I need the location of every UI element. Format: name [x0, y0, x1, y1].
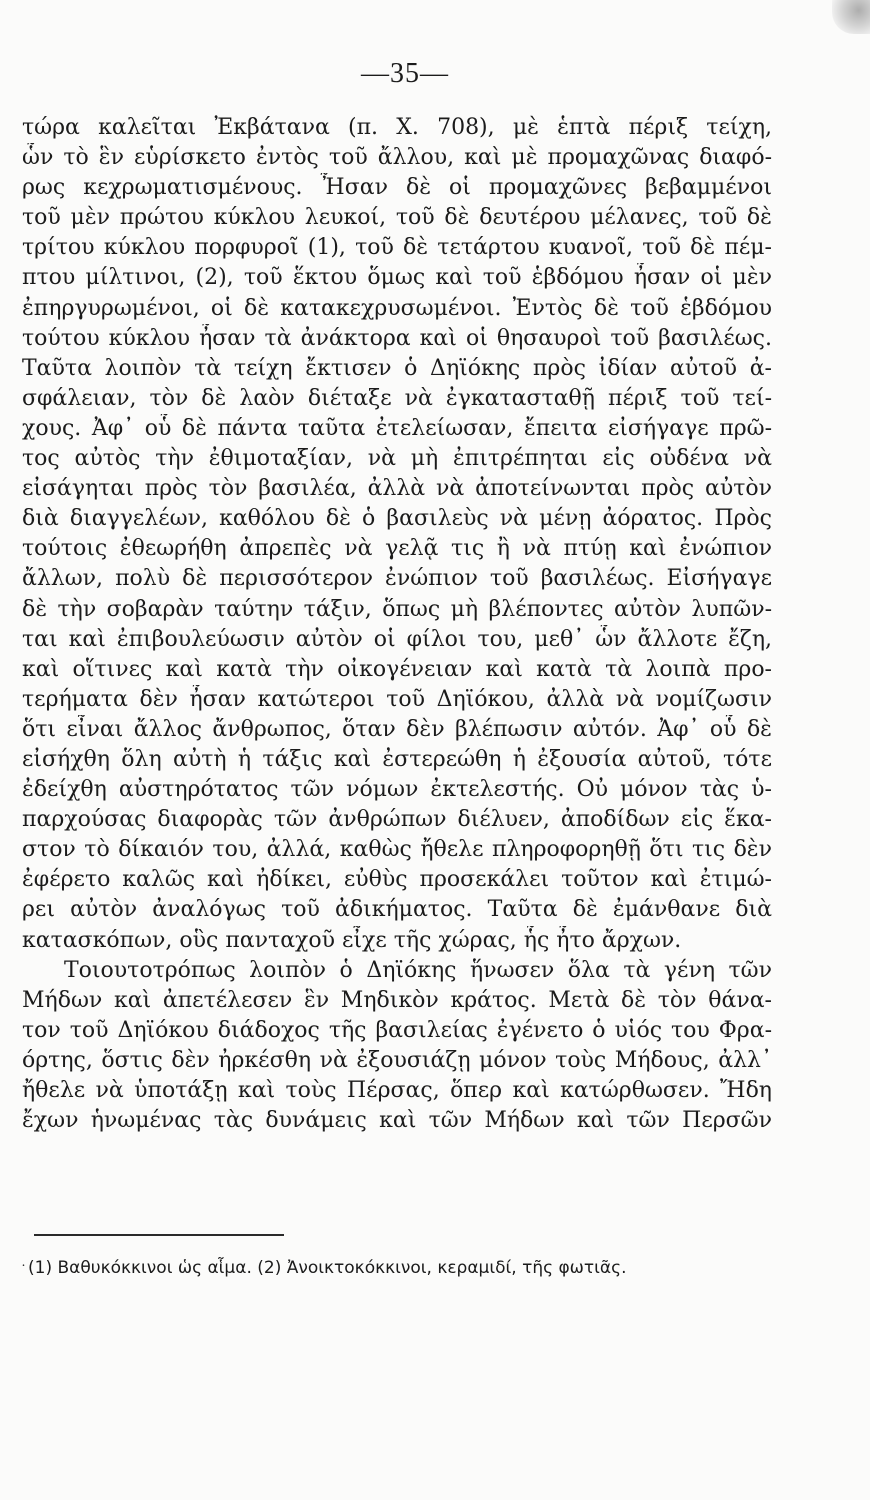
text-line: δὲ τὴν σοβαρὰν ταύτην τάξιν, ὅπως μὴ βλέποντες αὐτὸν λυπῶν-	[22, 596, 772, 622]
text-line: όρτης, ὅστις δὲν ἠρκέσθη νὰ ἐξουσιάζῃ μόνον τοὺς Μήδους, ἀλλ᾽	[22, 1047, 772, 1073]
page-number: —35—	[361, 58, 449, 89]
text-line: τος αὐτὸς τὴν ἐθιμοταξίαν, νὰ μὴ ἐπιτρέπηται εἰς οὐδένα νὰ	[22, 446, 772, 472]
text-line: ἔχων ἡνωμένας τὰς δυνάμεις καὶ τῶν Μήδων καὶ τῶν Περσῶν	[22, 1108, 772, 1134]
text-line: ρει αὐτὸν ἀναλόγως τοῦ ἀδικήματος. Ταῦτα δὲ ἐμάνθανε διὰ	[22, 897, 772, 923]
text-line: καὶ οἵτινες καὶ κατὰ τὴν οἰκογένειαν καὶ κατὰ τὰ λοιπὰ προ-	[22, 656, 772, 682]
text-line: τούτοις ἐθεωρήθη ἀπρεπὲς νὰ γελᾷ τις ἢ νὰ πτύῃ καὶ ἐνώπιον	[22, 536, 772, 562]
text-line: εἰσήχθη ὅλη αὐτὴ ἡ τάξις καὶ ἐστερεώθη ἡ ἐξουσία αὐτοῦ, τότε	[22, 746, 772, 772]
text-line: ἤθελε νὰ ὑποτάξῃ καὶ τοὺς Πέρσας, ὅπερ καὶ κατώρθωσεν. Ἤδη	[22, 1078, 772, 1103]
text-line: σφάλειαν, τὸν δὲ λαὸν διέταξε νὰ ἐγκατασταθῇ πέριξ τοῦ τεί-	[22, 385, 772, 411]
text-line: ὧν τὸ ἓν εὑρίσκετο ἐντὸς τοῦ ἄλλου, καὶ μὲ προμαχῶνας διαφό-	[22, 145, 772, 171]
footnote: (1) Βαθυκόκκινοι ὡς αἷμα. (2) Ἀνοικτοκόκκινοι, κεραμιδί, τῆς φωτιᾶς.	[28, 1258, 627, 1278]
text-line: χους. Ἀφ᾽ οὗ δὲ πάντα ταῦτα ἐτελείωσαν, ἔπειτα εἰσήγαγε πρῶ-	[22, 415, 772, 441]
text-line: τρίτου κύκλου πορφυροῖ (1), τοῦ δὲ τετάρτου κυανοῖ, τοῦ δὲ πέμ-	[22, 235, 772, 261]
text-line: Μήδων καὶ ἀπετέλεσεν ἓν Μηδικὸν κράτος. Μετὰ δὲ τὸν θάνα-	[22, 987, 772, 1013]
text-line: ὅτι εἶναι ἄλλος ἄνθρωπος, ὅταν δὲν βλέπωσιν αὐτόν. Ἀφ᾽ οὗ δὲ	[22, 716, 772, 742]
text-line: διὰ διαγγελέων, καθόλου δὲ ὁ βασιλεὺς νὰ μένῃ ἀόρατος. Πρὸς	[22, 506, 772, 532]
page-corner-stain	[832, 0, 870, 34]
body-text	[22, 113, 772, 1136]
text-line: τοῦ μὲν πρώτου κύκλου λευκοί, τοῦ δὲ δευτέρου μέλανες, τοῦ δὲ	[22, 205, 772, 231]
text-line: ἐφέρετο καλῶς καὶ ἠδίκει, εὐθὺς προσεκάλει τοῦτον καὶ ἐτιμώ-	[22, 867, 772, 893]
footnote-mark: ˙	[20, 1263, 27, 1279]
text-line: ἐδείχθη αὐστηρότατος τῶν νόμων ἐκτελεστής. Οὐ μόνον τὰς ὑ-	[22, 777, 772, 803]
text-line: τερήματα δὲν ἦσαν κατώτεροι τοῦ Δηϊόκου, ἀλλὰ νὰ νομίζωσιν	[22, 686, 772, 712]
text-line: εἰσάγηται πρὸς τὸν βασιλέα, ἀλλὰ νὰ ἀποτείνωνται πρὸς αὐτὸν	[22, 476, 772, 502]
text-line: ρως κεχρωματισμένους. Ἦσαν δὲ οἱ προμαχῶνες βεβαμμένοι	[22, 175, 772, 201]
text-line: κατασκόπων, οὓς πανταχοῦ εἶχε τῆς χώρας, ἧς ἦτο ἄρχων.	[22, 927, 682, 953]
text-line: ται καὶ ἐπιβουλεύωσιν αὐτὸν οἱ φίλοι του, μεθ᾽ ὧν ἄλλοτε ἔζη,	[22, 626, 772, 652]
text-line: παρχούσας διαφορὰς τῶν ἀνθρώπων διέλυεν, ἀποδίδων εἰς ἕκα-	[22, 807, 772, 833]
text-line: ἄλλων, πολὺ δὲ περισσότερον ἐνώπιον τοῦ βασιλέως. Εἰσήγαγε	[22, 566, 772, 592]
text-line: Ταῦτα λοιπὸν τὰ τείχη ἔκτισεν ὁ Δηϊόκης πρὸς ἰδίαν αὐτοῦ ἀ-	[22, 355, 772, 381]
text-line: ἐπηργυρωμένοι, οἱ δὲ κατακεχρυσωμένοι. Ἐντὸς δὲ τοῦ ἑβδόμου	[22, 295, 772, 321]
text-line: τώρα καλεῖται Ἐκβάτανα (π. Χ. 708), μὲ ἑπτὰ πέριξ τείχη,	[22, 115, 772, 140]
text-line: πτου μίλτινοι, (2), τοῦ ἕκτου ὅμως καὶ τοῦ ἑβδόμου ἦσαν οἱ μὲν	[22, 265, 772, 291]
text-line: Τοιουτοτρόπως λοιπὸν ὁ Δηϊόκης ἥνωσεν ὅλα τὰ γένη τῶν	[64, 957, 772, 983]
text-line: τον τοῦ Δηϊόκου διάδοχος τῆς βασιλείας ἐγένετο ὁ υἱός του Φρα-	[22, 1017, 772, 1043]
footnote-divider	[34, 1234, 284, 1236]
text-line: τούτου κύκλου ἦσαν τὰ ἀνάκτορα καὶ οἱ θησαυροὶ τοῦ βασιλέως.	[22, 325, 772, 351]
text-line: στον τὸ δίκαιόν του, ἀλλά, καθὼς ἤθελε πληροφορηθῇ ὅτι τις δὲν	[22, 837, 772, 863]
